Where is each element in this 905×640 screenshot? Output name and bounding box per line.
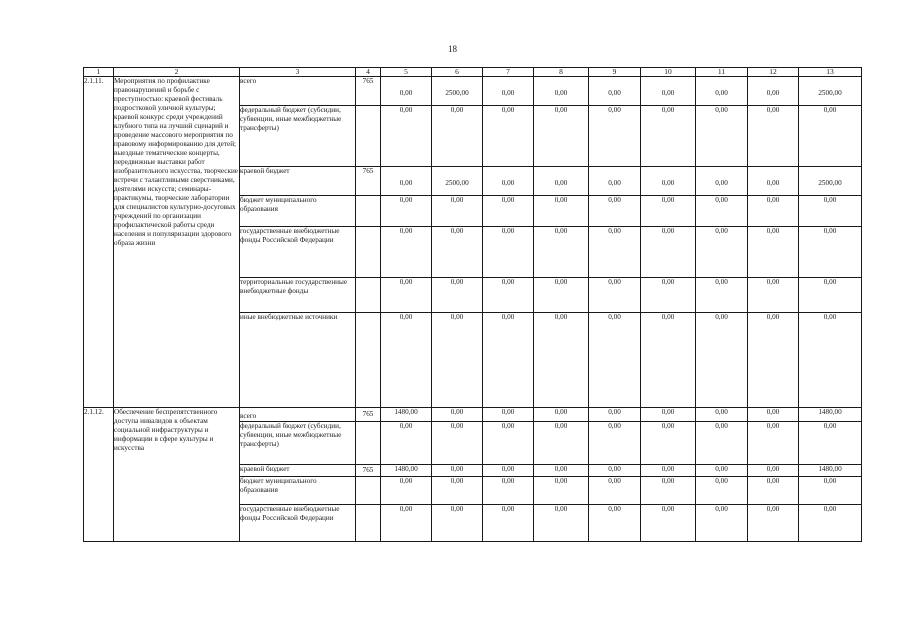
value-cell: 0,00	[534, 227, 589, 278]
value-cell: 0,00	[483, 227, 534, 278]
value-cell: 0,00	[799, 313, 862, 408]
value-cell: 0,00	[799, 477, 862, 505]
value-cell: 0,00	[432, 422, 483, 465]
funding-source: федеральный бюджет (субсидии, субвенции, иные межбюджетные трансферты)	[240, 106, 356, 167]
value-cell: 0,00	[748, 408, 799, 422]
value-cell: 0,00	[748, 77, 799, 106]
funding-source: государственные внебюджетные фонды Российской Федерации	[240, 505, 356, 542]
value-cell: 0,00	[799, 196, 862, 227]
value-cell: 1480,00	[381, 408, 432, 422]
value-cell: 0,00	[534, 106, 589, 167]
value-cell: 0,00	[748, 196, 799, 227]
value-cell: 1480,00	[799, 465, 862, 477]
value-cell: 0,00	[748, 477, 799, 505]
col-header: 11	[696, 68, 748, 77]
code-cell: 765	[356, 167, 381, 196]
value-cell: 0,00	[381, 167, 432, 196]
value-cell: 0,00	[696, 422, 748, 465]
code-cell	[356, 106, 381, 167]
item-title: Мероприятия по профилактике правонарушений и борьбе с преступностью: краевой фестиваль подростковой уличной культуры; краевой конкурс среди учреждений клубного типа на лучший сценарий и проведение массового мероприятия по правовому информированию для детей; выездные тематические концерты, передвижные выставки работ изобразительного искусства, творческие встречи с талантливыми сверстниками, деятелями искусств; семинары-практикумы, творческие лаборатории для специалистов культурно-досуговых учреждений по организации профилактической работы среди населения и популяризации здорового образа жизни	[114, 77, 240, 408]
value-cell: 0,00	[432, 196, 483, 227]
page-number: 18	[448, 44, 457, 54]
value-cell: 0,00	[641, 422, 696, 465]
value-cell: 0,00	[641, 167, 696, 196]
code-cell	[356, 422, 381, 465]
value-cell: 0,00	[696, 106, 748, 167]
value-cell: 0,00	[641, 227, 696, 278]
value-cell: 0,00	[534, 278, 589, 313]
code-cell	[356, 278, 381, 313]
value-cell: 0,00	[534, 422, 589, 465]
funding-source: иные внебюджетные источники	[240, 313, 356, 408]
value-cell: 0,00	[432, 505, 483, 542]
value-cell: 2500,00	[432, 167, 483, 196]
value-cell: 0,00	[534, 77, 589, 106]
value-cell: 0,00	[381, 278, 432, 313]
col-header: 13	[799, 68, 862, 77]
item-index: 2.1.11.	[84, 77, 114, 408]
col-header: 10	[641, 68, 696, 77]
item-title: Обеспечение беспрепятственного доступа инвалидов к объектам социальной инфраструктуры и информации в сфере культуры и искусства	[114, 408, 240, 542]
value-cell: 0,00	[432, 408, 483, 422]
table-row	[84, 408, 862, 422]
value-cell: 0,00	[748, 278, 799, 313]
value-cell: 0,00	[534, 408, 589, 422]
value-cell: 0,00	[589, 313, 641, 408]
value-cell: 0,00	[589, 408, 641, 422]
value-cell: 0,00	[534, 167, 589, 196]
header-row	[84, 68, 862, 77]
col-header: 6	[432, 68, 483, 77]
funding-source: бюджет муниципального образования	[240, 477, 356, 505]
value-cell: 0,00	[696, 278, 748, 313]
value-cell: 0,00	[432, 278, 483, 313]
col-header: 5	[381, 68, 432, 77]
col-header: 1	[84, 68, 114, 77]
value-cell: 0,00	[589, 196, 641, 227]
value-cell: 0,00	[748, 227, 799, 278]
col-header: 9	[589, 68, 641, 77]
table-row	[84, 77, 862, 106]
value-cell: 0,00	[589, 477, 641, 505]
value-cell: 0,00	[534, 465, 589, 477]
value-cell: 0,00	[534, 196, 589, 227]
col-header: 7	[483, 68, 534, 77]
value-cell: 0,00	[748, 167, 799, 196]
code-cell	[356, 196, 381, 227]
value-cell: 2500,00	[799, 77, 862, 106]
value-cell: 0,00	[748, 313, 799, 408]
value-cell: 0,00	[696, 77, 748, 106]
value-cell: 0,00	[483, 408, 534, 422]
value-cell: 0,00	[432, 227, 483, 278]
value-cell: 0,00	[381, 422, 432, 465]
value-cell: 0,00	[641, 196, 696, 227]
funding-source: государственные внебюджетные фонды Российской Федерации	[240, 227, 356, 278]
value-cell: 0,00	[641, 106, 696, 167]
funding-source: всего	[240, 408, 356, 422]
budget-table	[83, 67, 862, 542]
value-cell: 0,00	[641, 278, 696, 313]
funding-source: бюджет муниципального образования	[240, 196, 356, 227]
value-cell: 0,00	[381, 77, 432, 106]
value-cell: 1480,00	[799, 408, 862, 422]
value-cell: 0,00	[483, 313, 534, 408]
value-cell: 0,00	[696, 227, 748, 278]
value-cell: 0,00	[589, 505, 641, 542]
value-cell: 0,00	[799, 278, 862, 313]
value-cell: 0,00	[641, 505, 696, 542]
value-cell: 0,00	[381, 313, 432, 408]
value-cell: 0,00	[432, 465, 483, 477]
value-cell: 0,00	[483, 465, 534, 477]
funding-source: краевой бюджет	[240, 465, 356, 477]
code-cell	[356, 505, 381, 542]
value-cell: 0,00	[748, 465, 799, 477]
value-cell: 0,00	[748, 505, 799, 542]
value-cell: 0,00	[589, 422, 641, 465]
value-cell: 0,00	[799, 106, 862, 167]
value-cell: 0,00	[483, 477, 534, 505]
value-cell: 0,00	[381, 106, 432, 167]
value-cell: 0,00	[381, 196, 432, 227]
value-cell: 0,00	[799, 422, 862, 465]
code-cell	[356, 313, 381, 408]
item-index: 2.1.12.	[84, 408, 114, 542]
code-cell: 765	[356, 408, 381, 422]
value-cell: 0,00	[589, 167, 641, 196]
value-cell: 0,00	[696, 465, 748, 477]
value-cell: 0,00	[696, 196, 748, 227]
value-cell: 1480,00	[381, 465, 432, 477]
value-cell: 0,00	[432, 313, 483, 408]
code-cell: 765	[356, 77, 381, 106]
value-cell: 0,00	[483, 167, 534, 196]
value-cell: 0,00	[641, 313, 696, 408]
value-cell: 0,00	[799, 227, 862, 278]
value-cell: 0,00	[381, 477, 432, 505]
col-header: 3	[240, 68, 356, 77]
value-cell: 0,00	[641, 477, 696, 505]
col-header: 8	[534, 68, 589, 77]
value-cell: 0,00	[799, 505, 862, 542]
value-cell: 2500,00	[432, 77, 483, 106]
value-cell: 0,00	[589, 227, 641, 278]
value-cell: 0,00	[696, 477, 748, 505]
value-cell: 0,00	[696, 167, 748, 196]
value-cell: 0,00	[696, 313, 748, 408]
code-cell	[356, 227, 381, 278]
value-cell: 0,00	[432, 106, 483, 167]
value-cell: 0,00	[432, 477, 483, 505]
value-cell: 0,00	[641, 408, 696, 422]
col-header: 2	[114, 68, 240, 77]
value-cell: 0,00	[748, 106, 799, 167]
value-cell: 0,00	[483, 278, 534, 313]
value-cell: 0,00	[696, 505, 748, 542]
col-header: 4	[356, 68, 381, 77]
value-cell: 0,00	[641, 77, 696, 106]
funding-source: всего	[240, 77, 356, 106]
funding-source: краевой бюджет	[240, 167, 356, 196]
value-cell: 0,00	[534, 477, 589, 505]
funding-source: федеральный бюджет (субсидии, субвенции, иные межбюджетные трансферты)	[240, 422, 356, 465]
code-cell: 765	[356, 465, 381, 477]
value-cell: 0,00	[534, 313, 589, 408]
value-cell: 0,00	[483, 422, 534, 465]
value-cell: 0,00	[748, 422, 799, 465]
value-cell: 0,00	[589, 106, 641, 167]
value-cell: 0,00	[483, 106, 534, 167]
value-cell: 0,00	[534, 505, 589, 542]
funding-source: территориальные государственные внебюджетные фонды	[240, 278, 356, 313]
value-cell: 0,00	[483, 196, 534, 227]
value-cell: 0,00	[589, 278, 641, 313]
code-cell	[356, 477, 381, 505]
value-cell: 0,00	[589, 77, 641, 106]
col-header: 12	[748, 68, 799, 77]
value-cell: 0,00	[483, 505, 534, 542]
value-cell: 0,00	[381, 227, 432, 278]
value-cell: 0,00	[381, 505, 432, 542]
value-cell: 2500,00	[799, 167, 862, 196]
value-cell: 0,00	[641, 465, 696, 477]
value-cell: 0,00	[483, 77, 534, 106]
value-cell: 0,00	[696, 408, 748, 422]
value-cell: 0,00	[589, 465, 641, 477]
